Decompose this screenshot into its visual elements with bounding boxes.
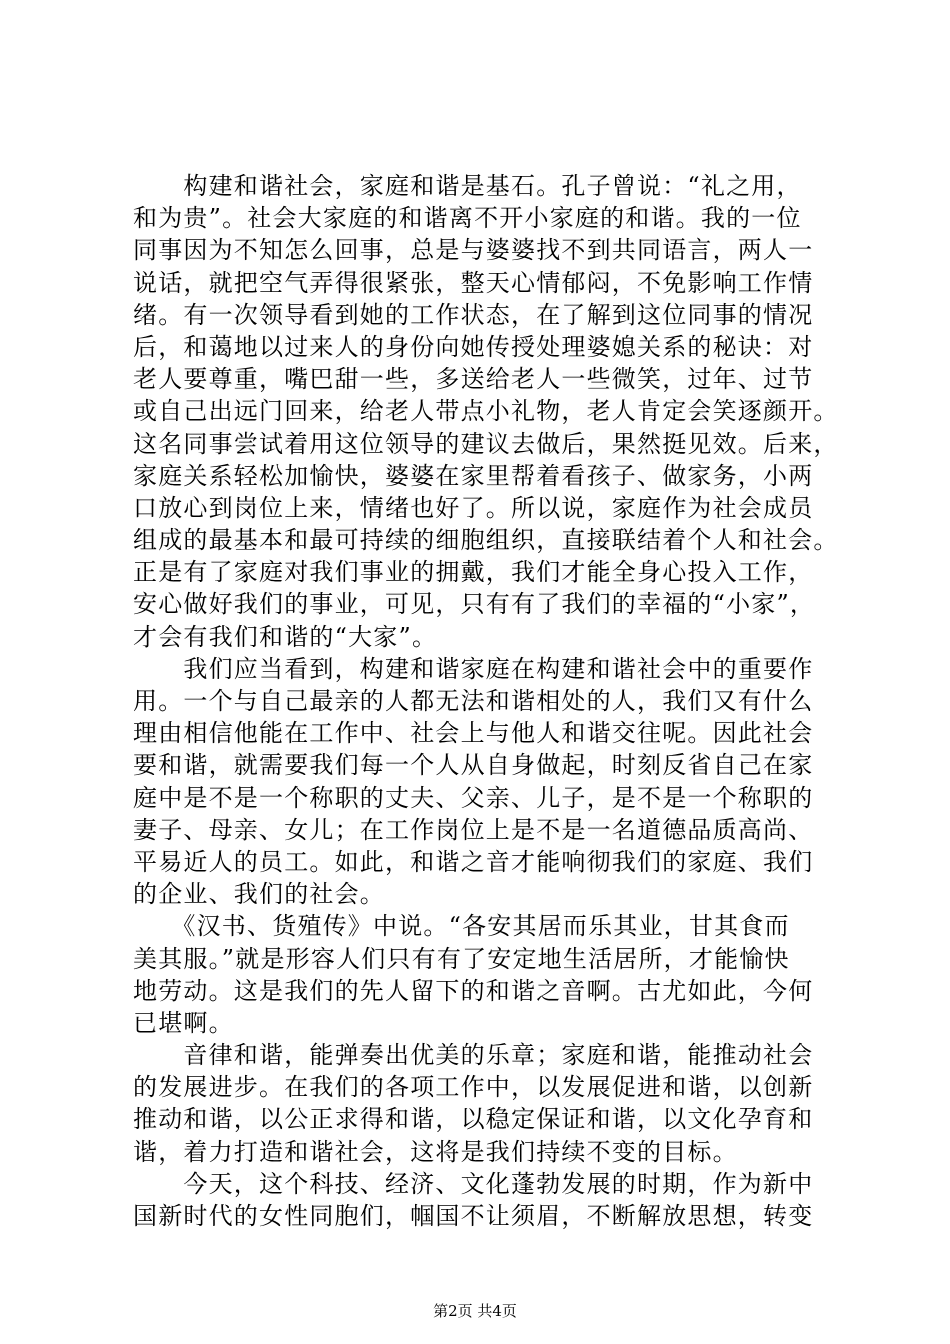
paragraph bbox=[133, 910, 833, 1039]
text-line: 已堪啊。 bbox=[133, 1008, 234, 1037]
paragraph bbox=[133, 653, 833, 911]
text-line: 理由相信他能在工作中、社会上与他人和谐交往呢。因此社会 bbox=[133, 719, 814, 748]
text-line: 要和谐，就需要我们每一个人从自身做起，时刻反省自己在家 bbox=[133, 751, 814, 780]
body-text bbox=[133, 170, 839, 1232]
text-line: 今天，这个科技、经济、文化蓬勃发展的时期，作为新中 bbox=[133, 1169, 814, 1198]
text-line: 的企业、我们的社会。 bbox=[133, 880, 385, 909]
text-line: 推动和谐，以公正求得和谐，以稳定保证和谐，以文化孕育和 bbox=[133, 1105, 814, 1134]
text-line: 后，和蔼地以过来人的身份向她传授处理婆媳关系的秘诀：对 bbox=[133, 332, 814, 361]
paragraph bbox=[133, 1039, 833, 1168]
text-line: 这名同事尝试着用这位领导的建议去做后，果然挺见效。后来， bbox=[133, 429, 839, 458]
paragraph bbox=[133, 1168, 833, 1232]
text-line: 口放心到岗位上来，情绪也好了。所以说，家庭作为社会成员 bbox=[133, 493, 814, 522]
text-line: 用。一个与自己最亲的人都无法和谐相处的人，我们又有什么 bbox=[133, 687, 814, 715]
text-line: 庭中是不是一个称职的丈夫、父亲、儿子，是不是一个称职的 bbox=[133, 783, 814, 812]
page-footer: 第2页 共4页 bbox=[433, 1302, 517, 1320]
text-line: 妻子、母亲、女儿；在工作岗位上是不是一名道德品质高尚、 bbox=[133, 815, 814, 844]
text-line: 绪。有一次领导看到她的工作状态，在了解到这位同事的情况 bbox=[133, 300, 814, 329]
text-line: 同事因为不知怎么回事，总是与婆婆找不到共同语言，两人一 bbox=[133, 236, 814, 265]
text-line: 国新时代的女性同胞们，帼国不让须眉，不断解放思想，转变 bbox=[133, 1202, 814, 1230]
text-line: 平易近人的员工。如此，和谐之音才能响彻我们的家庭、我们 bbox=[133, 847, 814, 876]
text-line: 安心做好我们的事业，可见，只有有了我们的幸福的“小家”， bbox=[133, 590, 816, 619]
text-line: 的发展进步。在我们的各项工作中，以发展促进和谐，以创新 bbox=[133, 1073, 814, 1102]
text-line: 组成的最基本和最可持续的细胞组织，直接联结着个人和社会。 bbox=[133, 526, 839, 555]
text-line: 地劳动。这是我们的先人留下的和谐之音啊。古尤如此，今何 bbox=[133, 976, 814, 1005]
text-line: 老人要尊重，嘴巴甜一些，多送给老人一些微笑，过年、过节 bbox=[133, 365, 814, 394]
text-line: 构建和谐社会，家庭和谐是基石。孔子曾说：“礼之用， bbox=[133, 172, 802, 200]
text-line: 家庭关系轻松加愉快，婆婆在家里帮着看孩子、做家务，小两 bbox=[133, 461, 814, 490]
text-line: 才会有我们和谐的“大家”。 bbox=[133, 622, 438, 651]
text-line: 美其服。”就是形容人们只有有了安定地生活居所，才能愉快 bbox=[133, 944, 790, 973]
text-line: 和为贵”。社会大家庭的和谐离不开小家庭的和谐。我的一位 bbox=[133, 204, 802, 233]
text-line: 或自己出远门回来，给老人带点小礼物，老人肯定会笑逐颜开。 bbox=[133, 397, 839, 426]
text-line: 《汉书、货殖传》中说。“各安其居而乐其业，甘其食而 bbox=[133, 912, 790, 941]
text-line: 音律和谐，能弹奏出优美的乐章；家庭和谐，能推动社会 bbox=[133, 1041, 814, 1070]
text-line: 我们应当看到，构建和谐家庭在构建和谐社会中的重要作 bbox=[133, 654, 814, 683]
text-line: 说话，就把空气弄得很紧张，整天心情郁闷，不免影响工作情 bbox=[133, 268, 814, 297]
text-line: 谐，着力打造和谐社会，这将是我们持续不变的目标。 bbox=[133, 1137, 738, 1166]
text-line: 正是有了家庭对我们事业的拥戴，我们才能全身心投入工作， bbox=[133, 558, 814, 587]
paragraph bbox=[133, 170, 839, 653]
